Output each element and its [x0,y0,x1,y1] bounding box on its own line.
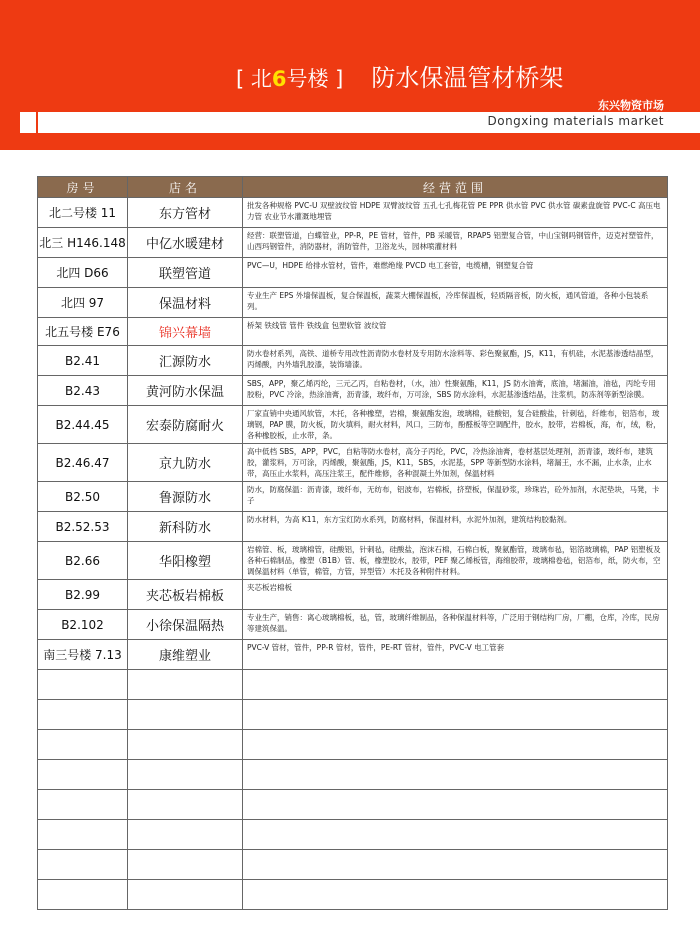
empty-cell [38,700,128,730]
scope-cell: 经营：联塑管道，白蝶管业，PP-R，PE 管材，管件，PB 采暖管，RPAP5 铝塑复合管，中山宝钢吗钢管件，迈克衬塑管件，山西玛钢管件，消防器材，消防管件，卫浴龙头，园林喷灌材料 [243,228,668,258]
shop-name-cell: 华阳橡塑 [128,542,243,580]
empty-cell [128,730,243,760]
shop-directory-table [37,176,668,910]
room-cell: B2.43 [38,376,128,406]
shop-name-cell: 鲁源防水 [128,482,243,512]
empty-row [38,850,668,880]
room-cell: 北五号楼 E76 [38,318,128,346]
room-cell: B2.99 [38,580,128,610]
empty-cell [38,730,128,760]
strip-square [20,112,38,133]
empty-cell [243,760,668,790]
header-banner [0,0,700,150]
empty-cell [128,700,243,730]
scope-cell: 批发各种规格 PVC-U 双壁波纹管 HDPE 双臂波纹管 五孔七孔梅花管 PE PPR 供水管 PVC 供水管 碳素盘旋管 PVC-C 高压电力管 农业节水灌溉地埋管 [243,198,668,228]
title-prefix: [ 北 [236,67,272,91]
title-number: 6 [271,67,287,91]
room-cell: B2.44.45 [38,406,128,444]
market-name-cn: 东兴物资市场 [598,99,664,112]
scope-cell: 防水，防腐保温：沥青漆，玻纤布，无纺布，铝波布，岩棉板，挤塑板，保温砂浆，珍珠岩，砼外加剂，水泥垫块，马凳，卡子 [243,482,668,512]
header-business-scope: 经营范围 [243,177,668,198]
scope-cell: 岩棉管、板，玻璃棉管，硅酸铝，针刺毡，硅酸盐，泡沫石棉，石棉白板，聚氨酯管，玻璃布毡，铝箔玻璃棉，PAP 铝塑板及各种石棉制品，橡塑（B1B）管、板，橡塑胶水，胶带，PEF 聚乙烯板管，海绵胶带，玻璃棉卷毡，铝箔布，纸，防火布，空调保温材料（单管，棉管，方管，异型管）木托及各种附件材料。 [243,542,668,580]
scope-cell: 防水材料，为高 K11，东方宝红防水系列，防腐材料，保温材料，水泥外加剂，建筑结构胶黏剂。 [243,512,668,542]
empty-cell [38,760,128,790]
table-row [38,198,668,228]
shop-name-cell: 新科防水 [128,512,243,542]
scope-cell: SBS，APP，聚乙烯丙纶，三元乙丙，自粘卷材，（水，油）性聚氨酯，K11，JS 防水油膏，底油，堵漏油，油毡，丙纶专用胶粉，PVC 冷涂，热涂油膏，沥青漆，玻纤布，万可涂，SBS 防水涂料，水泥基渗透结晶，注浆机，防冻剂等新型涂膜。 [243,376,668,406]
empty-cell [128,820,243,850]
empty-cell [38,850,128,880]
scope-cell: 厂家直销中央通风软管，木托，各种橡塑，岩棉，聚氨酯发泡，玻璃棉，硅酸铝，复合硅酸盐，针刺毡，纤维布，铝箔布，玻璃钢，PAP 膜，防火板，防火填料，耐火材料，风口，三防布，酚醛板等空调配件，胶水，胶带，岩棉板，海，布，绒，粉，各种橡胶板，止水带，条。 [243,406,668,444]
shop-name-cell: 汇源防水 [128,346,243,376]
table-row [38,228,668,258]
empty-cell [243,850,668,880]
room-cell: 南三号楼 7.13 [38,640,128,670]
title-main: 防水保温管材桥架 [371,64,564,92]
table-header-row [38,177,668,198]
room-cell: 北三 H146.148 [38,228,128,258]
table-row [38,542,668,580]
room-cell: 北四 D66 [38,258,128,288]
room-cell: B2.50 [38,482,128,512]
empty-cell [128,670,243,700]
table-row [38,288,668,318]
header-shop-name: 店名 [128,177,243,198]
shop-name-cell: 联塑管道 [128,258,243,288]
table-row [38,640,668,670]
empty-row [38,760,668,790]
empty-cell [243,700,668,730]
table-row [38,610,668,640]
empty-cell [243,670,668,700]
empty-cell [128,880,243,910]
room-cell: B2.41 [38,346,128,376]
room-cell: B2.46.47 [38,444,128,482]
empty-row [38,820,668,850]
empty-cell [38,880,128,910]
empty-cell [38,670,128,700]
empty-cell [128,760,243,790]
shop-name-cell: 中亿水暖建材 [128,228,243,258]
scope-cell: 夹芯板岩棉板 [243,580,668,610]
shop-name-cell: 康维塑业 [128,640,243,670]
scope-cell: 专业生产，销售：离心玻璃棉板，毡，管，玻璃纤维制品，各种保温材料等，广泛用于钢结构厂房，厂棚，仓库，冷库，民房等建筑保温。 [243,610,668,640]
table-row [38,258,668,288]
header-room: 房号 [38,177,128,198]
empty-cell [128,850,243,880]
shop-name-cell: 宏泰防腐耐火 [128,406,243,444]
table-row [38,376,668,406]
room-cell: 北二号楼 11 [38,198,128,228]
empty-row [38,670,668,700]
room-cell: B2.66 [38,542,128,580]
room-cell: B2.102 [38,610,128,640]
shop-name-cell: 夹芯板岩棉板 [128,580,243,610]
page-title [236,58,563,93]
empty-row [38,790,668,820]
title-suffix: 号楼 ] [286,67,344,91]
table-row [38,318,668,346]
room-cell: B2.52.53 [38,512,128,542]
shop-name-cell: 保温材料 [128,288,243,318]
empty-cell [38,820,128,850]
table-row [38,444,668,482]
scope-cell: PVC—U，HDPE 给排水管材，管件，难燃绝缘 PVCD 电工套管，电缆槽，钢塑复合管 [243,258,668,288]
room-cell: 北四 97 [38,288,128,318]
scope-cell: 防水卷材系列，高铁、道桥专用改性沥青防水卷材及专用防水涂料等、彩色聚氨酯，JS，K11，有机硅，水泥基渗透结晶型，丙烯酸，内外墙乳胶漆，装饰墙漆。 [243,346,668,376]
empty-cell [243,790,668,820]
empty-cell [243,880,668,910]
shop-name-cell: 小徐保温隔热 [128,610,243,640]
empty-row [38,700,668,730]
shop-name-cell: 黄河防水保温 [128,376,243,406]
scope-cell: 高中低档 SBS，APP，PVC，自粘等防水卷材，高分子丙纶，PVC，冷热涂油膏，卷材基层处理剂，沥青漆，玻纤布，建筑胶，灌浆料，万可涂，丙烯酸，聚氨酯，JS，K11，SBS，水泥基，SPP 等新型防水涂料，堵漏王，水不漏，止水条，止水带，高压止水浆料，高压注浆王，配件维修，各种混凝土外加剂，保温材料 [243,444,668,482]
empty-cell [128,790,243,820]
table-body [38,198,668,910]
shop-name-cell: 京九防水 [128,444,243,482]
table-row [38,512,668,542]
scope-cell: 桥架 铁线管 管件 铁线盒 包塑软管 波纹管 [243,318,668,346]
empty-row [38,880,668,910]
table-row [38,406,668,444]
empty-cell [243,820,668,850]
table-row [38,346,668,376]
scope-cell: PVC-V 管材，管件，PP-R 管材，管件，PE-RT 管材，管件，PVC-V 电工管套 [243,640,668,670]
empty-cell [243,730,668,760]
empty-row [38,730,668,760]
table-row [38,580,668,610]
scope-cell: 专业生产 EPS 外墙保温板，复合保温板，蔬菜大棚保温板，冷库保温板，轻质隔音板，防火板，通风管道，各种小包装系列。 [243,288,668,318]
table-row [38,482,668,512]
shop-name-cell: 东方管材 [128,198,243,228]
shop-name-cell: 锦兴幕墙 [128,318,243,346]
market-name-en: Dongxing materials market [487,114,664,128]
empty-cell [38,790,128,820]
